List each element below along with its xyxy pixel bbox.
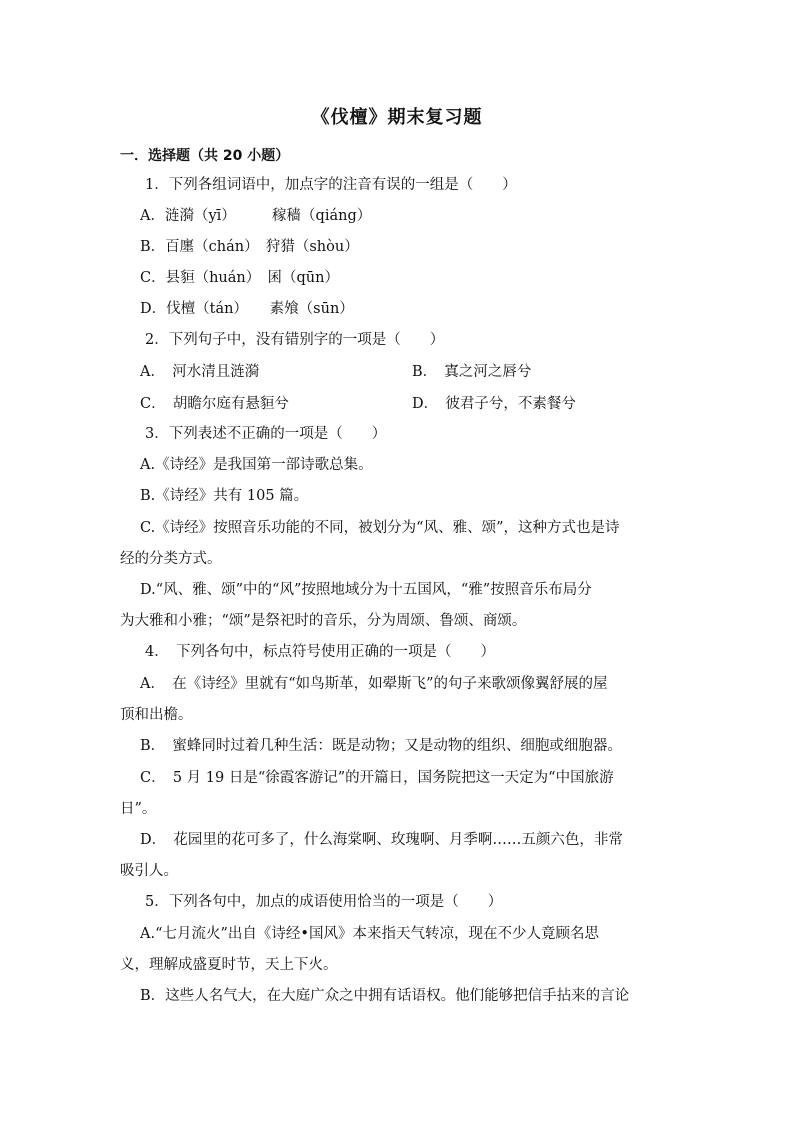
q1-option-b: B．百廛（chán） 狩猎（shòu） [140,239,359,255]
q4-option-a-line1: A． 在《诗经》里就有“如鸟斯革，如翚斯飞”的句子来歌颂像翼舒展的屋 [140,676,608,692]
q3-option-a: A.《诗经》是我国第一部诗歌总集。 [140,457,373,473]
q2-option-a: A． 河水清且涟漪 [140,364,260,380]
section-heading: 一．选择题（共 20 小题） [120,148,290,164]
q3-option-d-line2: 为大雅和小雅；“颂”是祭祀时的音乐，分为周颂、鲁颂、商颂。 [120,613,527,629]
q3-option-d-line1: D.“风、雅、颂”中的“风”按照地域分为十五国风，“雅”按照音乐布局分 [140,582,592,598]
page-title: 《伐檀》期末复习题 [311,107,483,128]
q3-option-c-line2: 经的分类方式。 [120,551,222,567]
q1-option-d: D．伐檀（tán） 素飧（sūn） [140,301,354,317]
q4-option-d-line1: D． 花园里的花可多了，什么海棠啊、玫瑰啊、月季啊……五颜六色，非常 [140,832,623,848]
q5-option-b-line1: B．这些人名气大，在大庭广众之中拥有话语权。他们能够把信手拈来的言论 [140,988,630,1004]
q3-stem: 3．下列表述不正确的一项是（ ） [145,426,387,442]
q4-option-a-line2: 顶和出檐。 [120,707,193,723]
q2-option-d: D． 彼君子兮，不素餐兮 [412,396,576,412]
q3-option-b: B.《诗经》共有 105 篇。 [140,488,309,504]
q5-stem: 5．下列各句中，加点的成语使用恰当的一项是（ ） [145,894,503,910]
q1-option-c: C．县貆（huán） 囷（qūn） [140,270,339,286]
q4-stem: 4． 下列各句中，标点符号使用正确的一项是（ ） [145,644,495,660]
q4-option-c-line2: 日”。 [120,801,157,817]
q5-option-a-line1: A.“七月流火”出自《诗经•国风》本来指天气转凉，现在不少人竟顾名思 [140,926,599,942]
q1-stem: 1．下列各组词语中，加点字的注音有误的一组是（ ） [145,177,517,193]
q4-option-d-line2: 吸引人。 [120,863,178,879]
q1-option-a: A．涟漪（yī） 稼穑（qiáng） [140,208,372,224]
q4-option-b: B． 蜜蜂同时过着几种生活：既是动物；又是动物的组织、细胞或细胞器。 [140,738,622,754]
q2-option-c: C． 胡瞻尔庭有悬貆兮 [140,396,289,412]
q4-option-c-line1: C． 5 月 19 日是“徐霞客游记”的开篇日，国务院把这一天定为“中国旅游 [140,770,614,786]
q3-option-c-line1: C.《诗经》按照音乐功能的不同，被划分为“风、雅、颂”，这种方式也是诗 [140,520,620,536]
q5-option-a-line2: 义，理解成盛夏时节，天上下火。 [120,957,338,973]
q2-stem: 2．下列句子中，没有错别字的一项是（ ） [145,332,445,348]
q2-option-b: B． 寘之河之唇兮 [412,364,532,380]
